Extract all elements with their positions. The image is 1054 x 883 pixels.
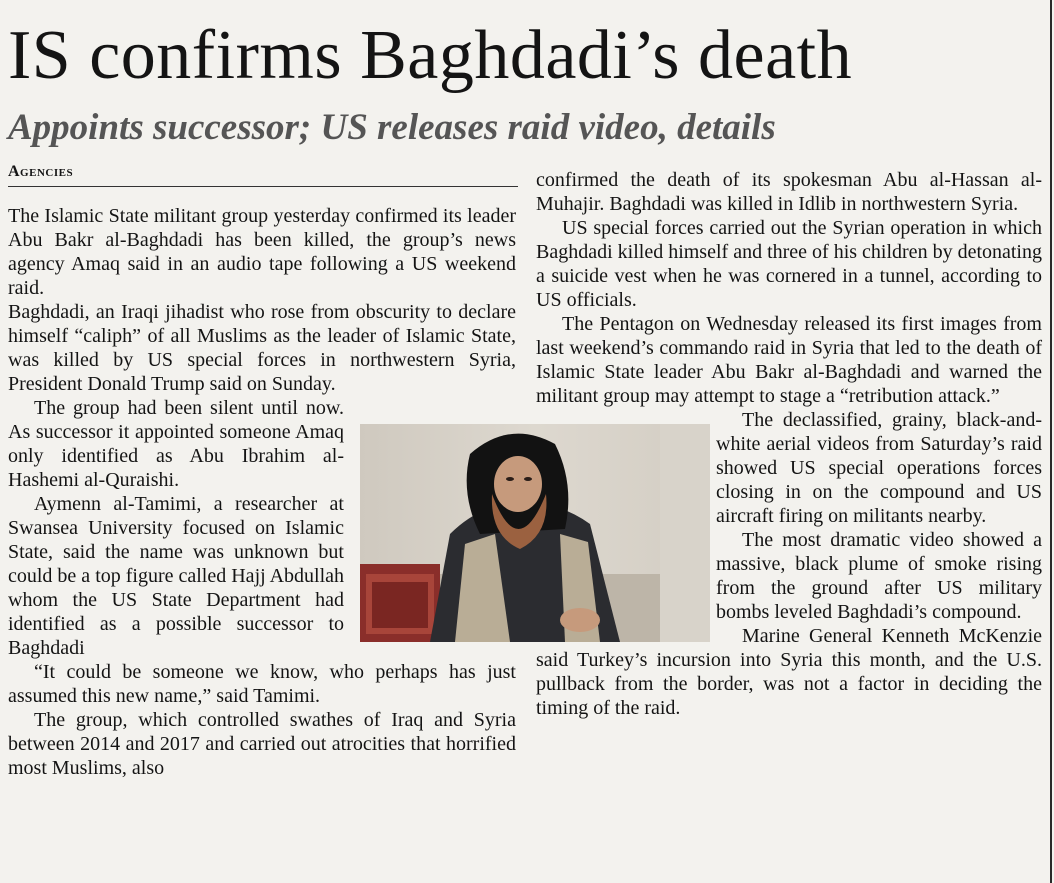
paragraph: The group had been silent until now. As successor it appointed someone Amaq only identified as Abu Ibrahim al-Hashemi al-Quraishi. xyxy=(8,397,344,491)
paragraph: The Pentagon on Wednesday released its first images from last weekend’s commando raid in Syria that led to the death of Islamic State leader Abu Bakr al-Baghdadi and warned the militant group may attempt to stage a “retribution attack.” xyxy=(536,313,1042,407)
paragraph: US special forces carried out the Syrian operation in which Baghdadi killed himself and three of his children by detonating a suicide vest when he was cornered in a tunnel, according to US officials. xyxy=(536,217,1042,311)
paragraph: The Islamic State militant group yesterday confirmed its leader Abu Bakr al-Baghdadi has been killed, the group’s news agency Amaq said in an audio tape following a US weekend raid. xyxy=(8,205,516,299)
paragraph: confirmed the death of its spokesman Abu al-Hassan al-Muhajir. Baghdadi was killed in Idlib in northwestern Syria. xyxy=(536,169,1042,215)
paragraph: The most dramatic video showed a massive, black plume of smoke rising from the ground after US military bombs leveled Baghdadi’s compound. xyxy=(716,529,1042,623)
paragraph: Aymenn al-Tamimi, a researcher at Swansea University focused on Islamic State, said the name was unknown but could be a top figure called Hajj Abdullah whom the US State Department had identified as a possible successor to Baghdadi xyxy=(8,493,345,659)
paragraph: “It could be someone we know, who perhaps has just assumed this new name,” said Tamimi. xyxy=(8,661,516,707)
column-rule xyxy=(1050,0,1052,883)
paragraph: The group, which controlled swathes of Iraq and Syria between 2014 and 2017 and carried out atrocities that horrified most Muslims, also xyxy=(8,709,516,779)
subheadline: Appoints successor; US releases raid video, details xyxy=(8,107,776,148)
photo-of-seated-bearded-man-icon xyxy=(360,424,710,642)
paragraph: Marine General Kenneth McKenzie said Turkey’s incursion into Syria this month, and the U.S. pullback from the border, was not a factor in deciding the timing of the raid. xyxy=(536,625,1042,719)
paragraph: Baghdadi, an Iraqi jihadist who rose from obscurity to declare himself “caliph” of all Muslims as the leader of Islamic State, was killed by US special forces in northwestern Syria, President Donald Trump said on Sunday. xyxy=(8,301,516,395)
byline: Agencies xyxy=(8,160,518,187)
headline: IS confirms Baghdadi’s death xyxy=(8,17,853,94)
paragraph: The declassified, grainy, black-and-white aerial videos from Saturday’s raid showed US special operations forces closing in on the compound and US aircraft firing on militants nearby. xyxy=(716,409,1042,527)
